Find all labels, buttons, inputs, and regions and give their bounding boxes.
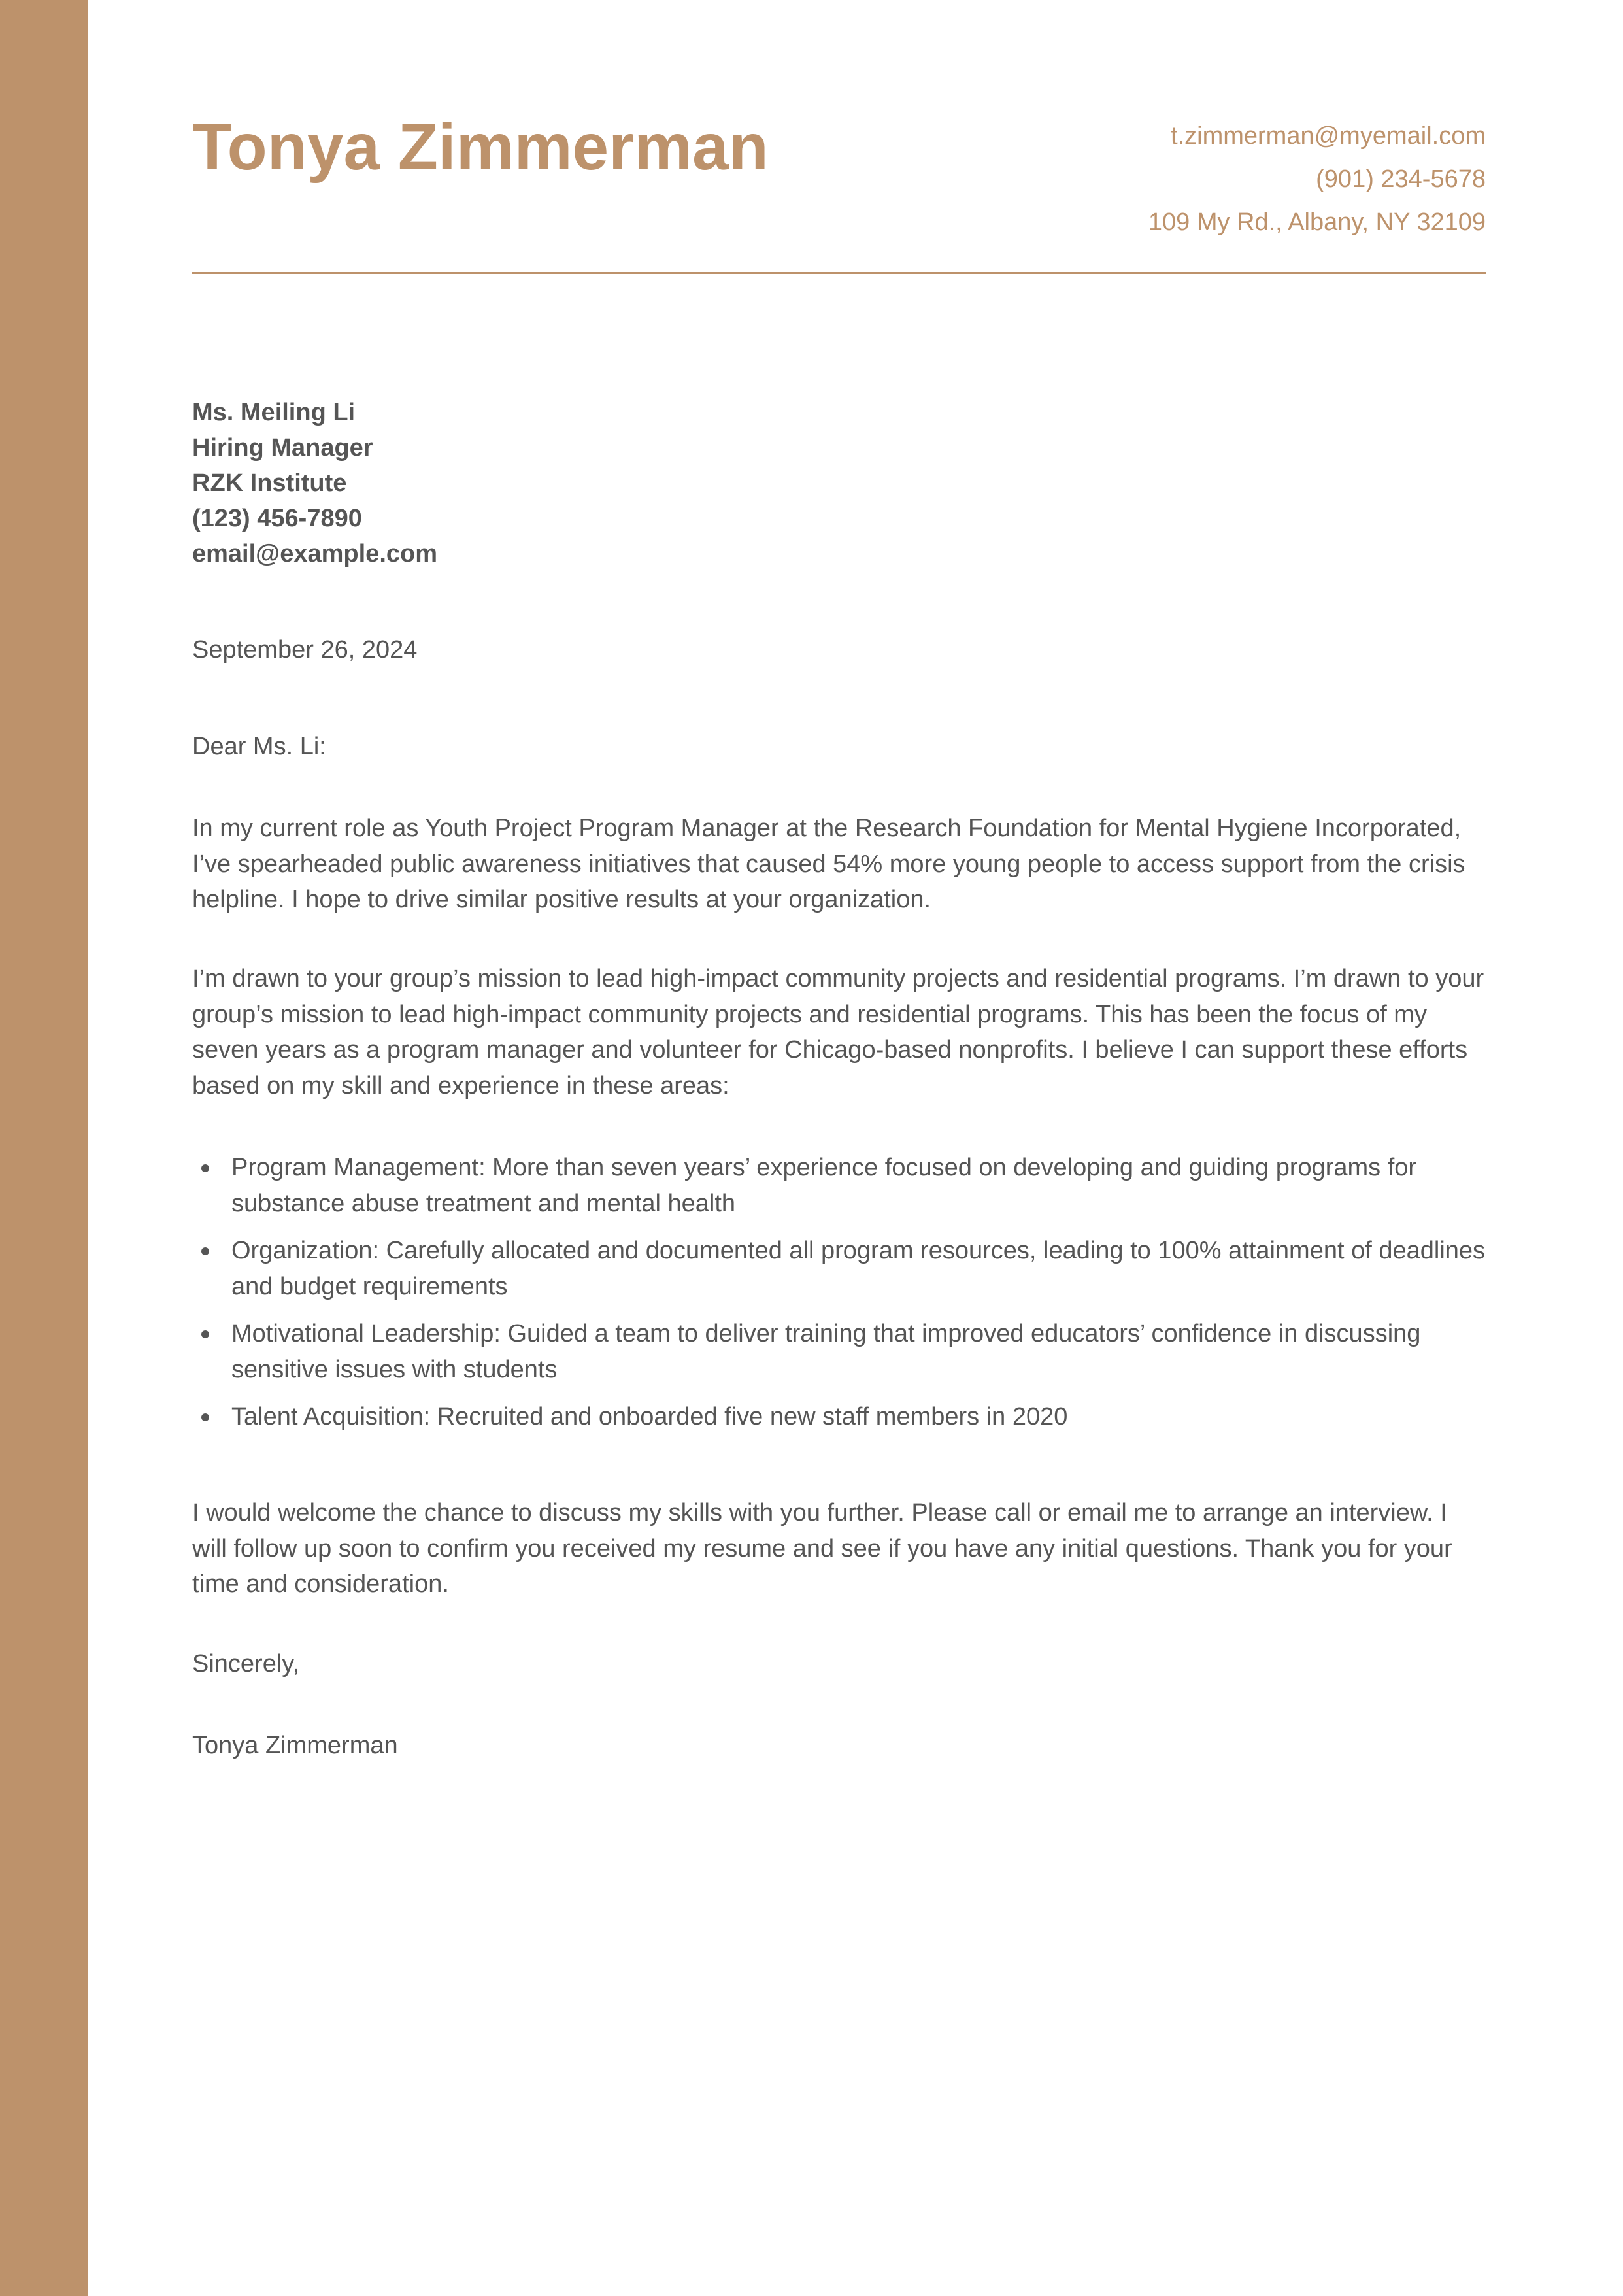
skills-list	[192, 1150, 1486, 1447]
closing: Sincerely,	[192, 1650, 300, 1678]
body-paragraph-3: I would welcome the chance to discuss my skills with you further. Please call or email me to arrange an interview. I will follow up soon to confirm you received my resume and see if you have any initial questions. Thank you for your time and consideration.	[192, 1499, 1452, 1598]
sender-name: Tonya Zimmerman	[192, 110, 769, 184]
recipient-company: RZK Institute	[192, 469, 347, 497]
header-divider	[192, 272, 1486, 274]
list-item	[192, 1233, 1486, 1304]
list-item	[192, 1316, 1486, 1387]
recipient-phone: (123) 456-7890	[192, 505, 362, 532]
body-paragraph-2: I’m drawn to your group’s mission to lead high-impact community projects and residential programs. I’m drawn to your group’s mission to lead high-impact community projects and residential programs. This has been the focus of my seven years as a program manager and volunteer for Chicago-based nonprofits. I believe I can support these efforts based on my skill and experience in these areas:	[192, 965, 1484, 1100]
list-item-text: Motivational Leadership: Guided a team to deliver training that improved educators’ confidence in discussing sensitive issues with students	[231, 1320, 1421, 1383]
list-item	[192, 1399, 1486, 1435]
body-paragraph-1: In my current role as Youth Project Program Manager at the Research Foundation for Mental Hygiene Incorporated, I’ve spearheaded public awareness initiatives that caused 54% more young people to access support from the crisis helpline. I hope to drive similar positive results at your organization.	[192, 815, 1465, 913]
sender-phone: (901) 234-5678	[1316, 165, 1486, 193]
signature-name: Tonya Zimmerman	[192, 1732, 398, 1759]
list-item	[192, 1150, 1486, 1221]
salutation: Dear Ms. Li:	[192, 733, 326, 760]
recipient-block	[192, 395, 437, 571]
letter-date: September 26, 2024	[192, 636, 418, 664]
bullet-dot-icon	[201, 1330, 209, 1338]
sender-contact-block	[1148, 114, 1486, 244]
recipient-email[interactable]: email@example.com	[192, 540, 438, 567]
sender-email[interactable]: t.zimmerman@myemail.com	[1171, 122, 1486, 150]
list-item-text: Talent Acquisition: Recruited and onboarded five new staff members in 2020	[231, 1403, 1068, 1430]
bullet-dot-icon	[201, 1247, 209, 1255]
accent-sidebar-bar	[0, 0, 88, 2296]
bullet-dot-icon	[201, 1413, 209, 1421]
recipient-title: Hiring Manager	[192, 434, 373, 462]
list-item-text: Program Management: More than seven years’ experience focused on developing and guiding programs for substance abuse treatment and mental health	[231, 1154, 1417, 1217]
bullet-dot-icon	[201, 1164, 209, 1172]
list-item-text: Organization: Carefully allocated and documented all program resources, leading to 100% attainment of deadlines and budget requirements	[231, 1237, 1486, 1300]
sender-address: 109 My Rd., Albany, NY 32109	[1148, 209, 1486, 236]
recipient-name: Ms. Meiling Li	[192, 399, 356, 426]
